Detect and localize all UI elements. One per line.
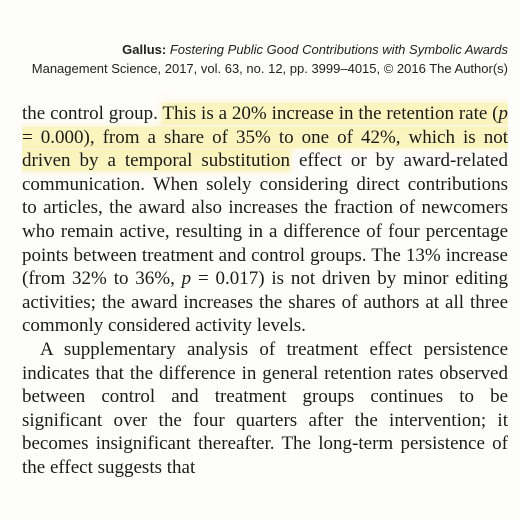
paragraph-1 (22, 102, 508, 338)
highlighted-text-a: This is a 20% increase in the retention rate ( (162, 103, 499, 124)
paragraph-1-text-3: = 0.017) is not driven by minor editing activities; the award increases the shares of authors at all three commonly considered activity levels. (22, 268, 508, 337)
p-value-symbol-2: p (181, 268, 192, 290)
paragraph-1-text-2: effect or by award-related communication. When solely considering direct contributions to articles, the award also increases the fraction of newcomers who remain active, resulting in a difference of four percentage points between treatment and control groups. The 13% increase (from 32% to 36%, (22, 150, 508, 290)
running-header (0, 40, 508, 78)
header-title-line (0, 40, 508, 59)
header-citation: Management Science, 2017, vol. 63, no. 12, pp. 3999–4015, © 2016 The Author(s) (31, 61, 508, 76)
body-text (22, 102, 508, 480)
header-author: Gallus: (122, 42, 167, 57)
p-value-symbol: p (498, 103, 509, 124)
highlighted-text-b: = 0.000), from a share of 35% to one of 42%, which is not driven by a temporal substitution (22, 126, 508, 172)
header-paper-title: Fostering Public Good Contributions with Symbolic Awards (169, 42, 508, 57)
paragraph-2 (22, 338, 508, 480)
paragraph-2-text: A supplementary analysis of treatment effect persistence indicates that the difference in general retention rates observed between control and treatment groups continues to be significant over the four quarters after the intervention; it becomes insignificant thereafter. The long-term persistence of the effect suggests that (22, 338, 508, 478)
paragraph-1-text: the control group. (22, 103, 163, 124)
